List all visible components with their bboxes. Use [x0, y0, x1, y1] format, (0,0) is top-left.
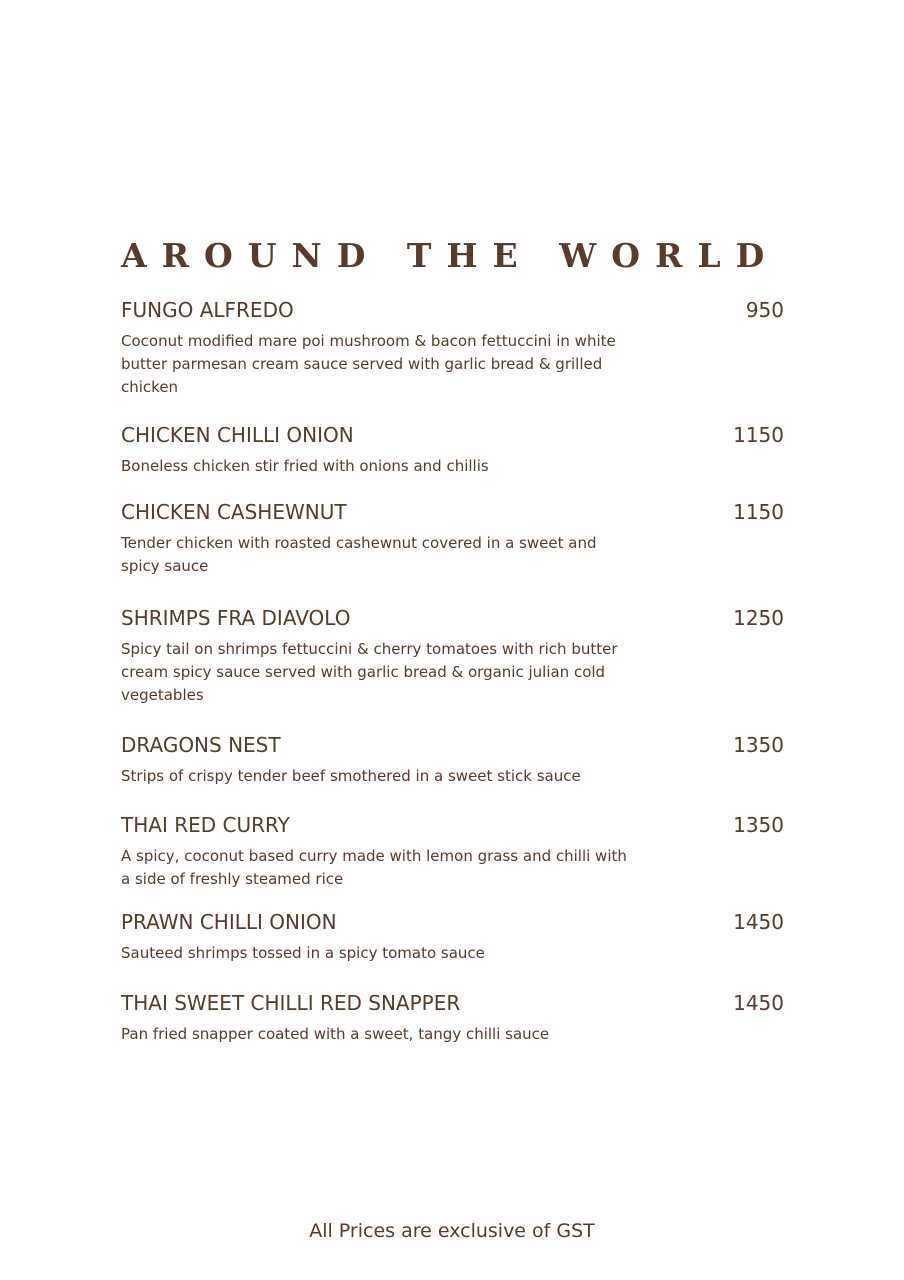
- menu-item-price: 1350: [733, 733, 784, 757]
- menu-item: [121, 604, 784, 707]
- menu-item-header: [121, 989, 784, 1017]
- menu-item-header: [121, 421, 784, 449]
- menu-item-price: 1150: [733, 423, 784, 447]
- menu-item: [121, 498, 784, 578]
- menu-item: [121, 421, 784, 478]
- menu-item-header: [121, 498, 784, 526]
- menu-item-price: 1350: [733, 813, 784, 837]
- price-note-footer: All Prices are exclusive of GST: [309, 1220, 595, 1242]
- menu-item: [121, 731, 784, 788]
- menu-item-header: [121, 908, 784, 936]
- menu-item-description: Strips of crispy tender beef smothered in a sweet stick sauce: [121, 767, 581, 785]
- menu-item-price: 1450: [733, 991, 784, 1015]
- menu-item: [121, 811, 784, 891]
- menu-item-description: Pan fried snapper coated with a sweet, tangy chilli sauce: [121, 1025, 550, 1043]
- menu-item-name: SHRIMPS FRA DIAVOLO: [121, 606, 351, 630]
- menu-item-price: 1450: [733, 910, 784, 934]
- menu-item-name: FUNGO ALFREDO: [121, 298, 294, 322]
- menu-item-name: THAI SWEET CHILLI RED SNAPPER: [121, 991, 461, 1015]
- menu-item-header: [121, 731, 784, 759]
- menu-item-header: [121, 604, 784, 632]
- menu-item-name: DRAGONS NEST: [121, 733, 281, 757]
- menu-item-description: Tender chicken with roasted cashewnut covered in a sweet and spicy sauce: [121, 534, 597, 575]
- menu-section-title: AROUND THE WORLD: [121, 236, 780, 275]
- menu-item: [121, 989, 784, 1046]
- menu-item-name: THAI RED CURRY: [121, 813, 290, 837]
- menu-item-description: Coconut modified mare poi mushroom & bacon fettuccini in white butter parmesan cream sauce served with garlic bread & grilled chicken: [121, 332, 616, 396]
- menu-item-price: 1250: [733, 606, 784, 630]
- menu-item-price: 950: [745, 298, 784, 322]
- menu-item-description: Boneless chicken stir fried with onions and chillis: [121, 457, 489, 475]
- menu-item: [121, 908, 784, 965]
- menu-item-name: CHICKEN CHILLI ONION: [121, 423, 354, 447]
- menu-item: [121, 296, 784, 399]
- menu-item-description: A spicy, coconut based curry made with lemon grass and chilli with a side of freshly steamed rice: [121, 847, 627, 888]
- menu-item-description: Spicy tail on shrimps fettuccini & cherry tomatoes with rich butter cream spicy sauce served with garlic bread & organic julian cold vegetables: [121, 640, 618, 704]
- menu-item-name: PRAWN CHILLI ONION: [121, 910, 337, 934]
- menu-item-header: [121, 296, 784, 324]
- menu-item-header: [121, 811, 784, 839]
- menu-item-name: CHICKEN CASHEWNUT: [121, 500, 347, 524]
- menu-item-description: Sauteed shrimps tossed in a spicy tomato sauce: [121, 944, 485, 962]
- menu-item-price: 1150: [733, 500, 784, 524]
